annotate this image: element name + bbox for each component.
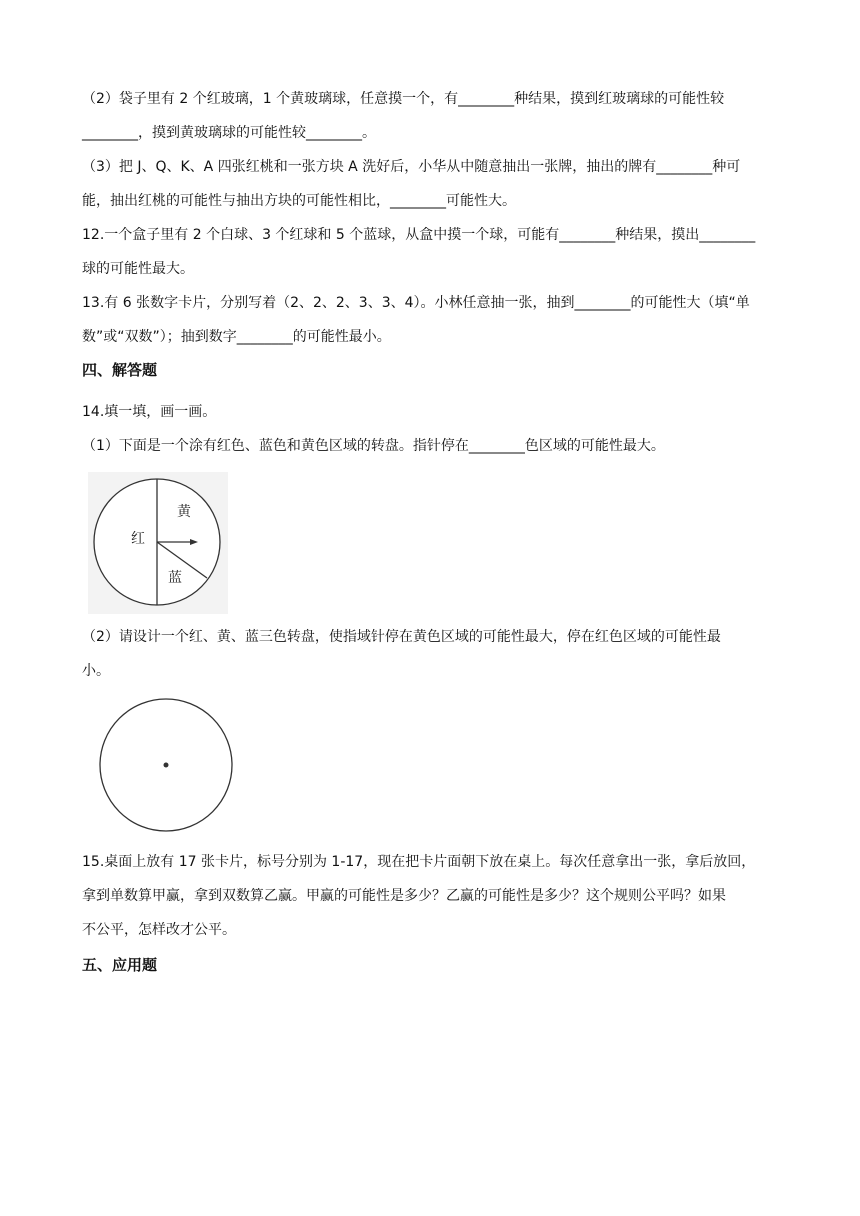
spinner-label-red: 红 — [131, 531, 145, 547]
q11-part3-line2: 能，抽出红桃的可能性与抽出方块的可能性相比，________可能性大。 — [82, 193, 516, 209]
q14-part2-line1: （2）请设计一个红、黄、蓝三色转盘，使指域针停在黄色区域的可能性最大，停在红色区域的可能性最 — [82, 629, 721, 645]
q12-line1: 12.一个盒子里有 2 个白球、3 个红球和 5 个蓝球，从盒中摸一个球，可能有________种结果，摸出________ — [82, 227, 756, 243]
q13-line2: 数”或“双数”）；抽到数字________的可能性最小。 — [82, 329, 391, 345]
q11-part2-line2: ________，摸到黄玻璃球的可能性较________。 — [82, 125, 376, 141]
spinner-label-blue: 蓝 — [168, 570, 182, 586]
spinner-center-dot — [164, 763, 169, 768]
q11-part3-line1: （3）把 J、Q、K、A 四张红桃和一张方块 A 洗好后，小华从中随意抽出一张牌，抽出的牌有________种可 — [82, 159, 741, 175]
blank-spinner-figure — [98, 696, 236, 834]
q11-part2-line1: （2）袋子里有 2 个红玻璃，1 个黄玻璃球，任意摸一个，有________种结果，摸到红玻璃球的可能性较 — [82, 91, 725, 107]
q14-title: 14.填一填，画一画。 — [82, 404, 217, 420]
q14-part2-line2: 小。 — [82, 663, 110, 679]
q13-line1: 13.有 6 张数字卡片，分别写着（2、2、2、3、3、4）。小林任意抽一张，抽到________的可能性大（填“单 — [82, 295, 750, 311]
section-heading-answer: 四、解答题 — [82, 361, 158, 379]
q12-line2: 球的可能性最大。 — [82, 261, 194, 277]
spinner-figure — [88, 472, 228, 614]
section-heading-application: 五、应用题 — [82, 956, 158, 974]
q14-part1: （1）下面是一个涂有红色、蓝色和黄色区域的转盘。指针停在________色区域的可能性最大。 — [82, 438, 665, 454]
spinner-label-yellow: 黄 — [177, 504, 191, 520]
q15-line2: 拿到单数算甲赢，拿到双数算乙赢。甲赢的可能性是多少？乙赢的可能性是多少？这个规则公平吗？如果 — [82, 888, 726, 904]
q15-line3: 不公平，怎样改才公平。 — [82, 922, 236, 938]
q15-line1: 15.桌面上放有 17 张卡片，标号分别为 1-17，现在把卡片面朝下放在桌上。每次任意拿出一张，拿后放回， — [82, 854, 756, 870]
